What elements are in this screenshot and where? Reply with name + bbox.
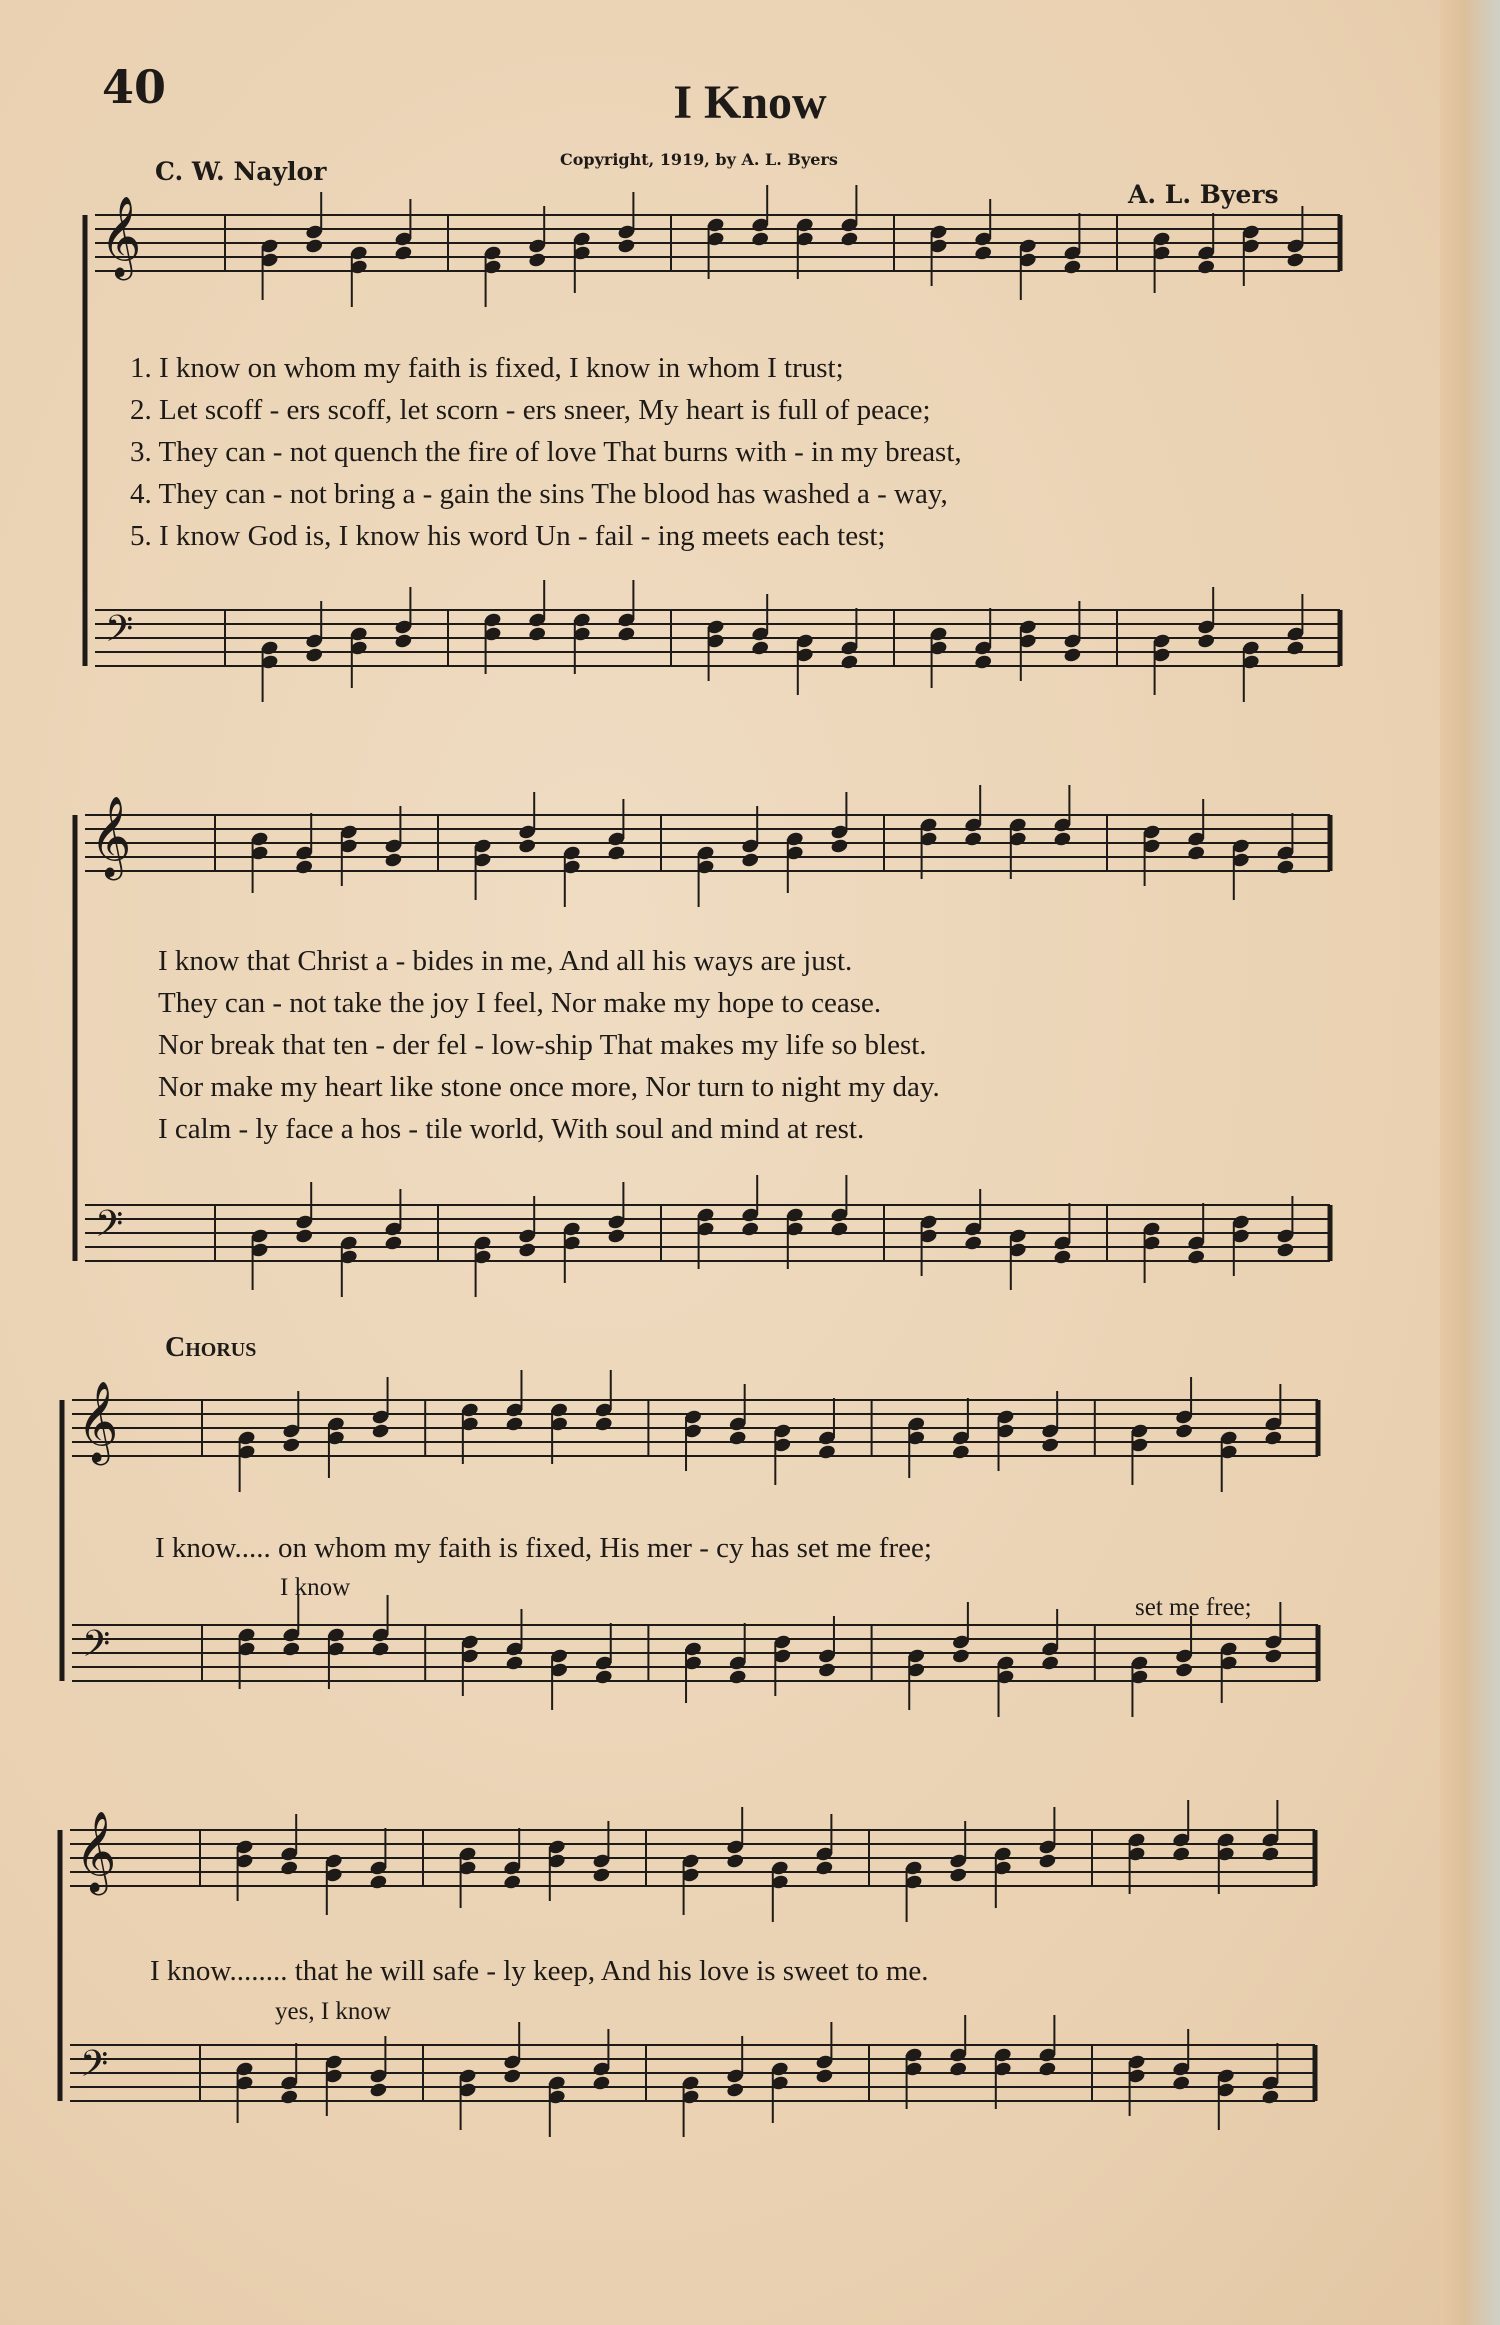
system-4-bass-note [1038,2061,1057,2078]
system-3-treble-note [817,1444,836,1461]
system-4-treble-note [726,1853,745,1870]
system-3-treble-note [728,1430,747,1447]
system-2-bass-note [1276,1242,1295,1259]
system-1-treble-note [394,245,413,262]
system-3-bass-note [594,1669,613,1686]
system-2-bass-note [1187,1249,1206,1266]
system-3-bass-note [505,1655,524,1672]
system-1-bass-note [840,654,859,671]
system-1-bass-note [528,626,547,643]
verse-4-line-b: Nor make my heart like stone once more, Nor turn to night my day. [158,1071,940,1103]
system-1-bass-note [394,633,413,650]
page-number: 40 [102,60,167,114]
system-1-treble-note [617,238,636,255]
system-3-treble-note [505,1416,524,1433]
system-3-treble-clef: 𝄞 [77,1380,119,1462]
copyright-notice: Copyright, 1919, by A. L. Byers [560,150,838,169]
system-1-bass-clef: 𝄢 [105,608,134,659]
system-3-treble-note [594,1416,613,1433]
system-1-treble-clef: 𝄞 [100,195,142,277]
system-1-bass-note [751,640,770,657]
system-3-bass-note [817,1662,836,1679]
system-3-treble-note [951,1444,970,1461]
chorus-lyric-2-alt: yes, I know [275,1998,391,2025]
system-4-bass-note [369,2082,388,2099]
system-1-treble-note [528,252,547,269]
system-4-bass-note [726,2082,745,2099]
system-1-bass-note [1197,633,1216,650]
system-3-bass-clef: 𝄢 [82,1623,111,1674]
system-2-treble-note [384,852,403,869]
verse-4-line-a: 4. They can - not bring a - gain the sins The blood has washed a - way, [130,478,948,510]
chorus-lyric-1: I know..... on whom my faith is fixed, His mer - cy has set me free; [155,1532,932,1564]
system-3-treble-note [282,1437,301,1454]
system-2-treble-note [295,859,314,876]
verse-5-line-b: I calm - ly face a hos - tile world, With soul and mind at rest. [158,1113,865,1145]
system-4-bass-note [815,2068,834,2085]
system-4-treble-note [369,1874,388,1891]
system-1-treble-note [305,238,324,255]
system-2-bass-note [1053,1249,1072,1266]
system-2-bass-clef: 𝄢 [95,1203,124,1254]
system-2-treble-note [741,852,760,869]
system-2-bass-note [741,1221,760,1238]
system-2-treble-note [518,838,537,855]
system-1-bass-note [974,654,993,671]
system-1-bass-note [1063,647,1082,664]
system-1-treble-note [1286,252,1305,269]
system-2-bass-note [518,1242,537,1259]
system-4-bass-note [503,2068,522,2085]
system-4-bass-note [1261,2089,1280,2106]
system-2-bass-note [607,1228,626,1245]
system-1-treble-note [1197,259,1216,276]
system-3-bass-note [1175,1662,1194,1679]
system-1-bass-note [305,647,324,664]
system-2-treble-note [830,838,849,855]
system-1-treble-note [751,231,770,248]
lyricist-credit: C. W. Naylor [155,157,327,186]
hymn-title: I Know [673,76,827,129]
system-4-treble-note [280,1860,299,1877]
system-4-treble-note [592,1867,611,1884]
system-4-treble-clef: 𝄞 [75,1810,117,1892]
chorus-lyric-2: I know........ that he will safe - ly keep, And his love is sweet to me. [150,1955,929,1987]
verse-1-line-a: 1. I know on whom my faith is fixed, I know in whom I trust; [130,352,844,384]
system-4-bass-clef: 𝄢 [80,2043,109,2094]
system-2-bass-note [295,1228,314,1245]
chorus-lyric-1-alt: I know [280,1574,351,1601]
system-4-treble-note [503,1874,522,1891]
system-3-treble-note [371,1423,390,1440]
chorus-lyric-1-echo: set me free; [1135,1594,1252,1621]
system-1-treble-note [974,245,993,262]
system-3-treble-note [1041,1437,1060,1454]
system-4-bass-note [592,2075,611,2092]
verse-1-line-b: I know that Christ a - bides in me, And all his ways are just. [158,945,853,977]
composer-credit: A. L. Byers [1128,180,1279,209]
system-3-treble-note [1175,1423,1194,1440]
system-3-bass-note [1041,1655,1060,1672]
system-2-treble-note [1187,845,1206,862]
system-3-treble-note [1264,1430,1283,1447]
system-2-bass-note [964,1235,983,1252]
verse-2-line-a: 2. Let scoff - ers scoff, let scorn - ers sneer, My heart is full of peace; [130,394,931,426]
system-2-bass-note [384,1235,403,1252]
system-2-bass-note [830,1221,849,1238]
system-4-treble-note [1261,1846,1280,1863]
system-3-bass-note [1264,1648,1283,1665]
verse-3-line-b: Nor break that ten - der fel - low-ship That makes my life so blest. [158,1029,927,1061]
system-4-bass-note [949,2061,968,2078]
system-2-treble-clef: 𝄞 [90,795,132,877]
system-4-treble-note [1038,1853,1057,1870]
system-4-bass-note [280,2089,299,2106]
system-3-bass-note [728,1669,747,1686]
system-1-bass-note [617,626,636,643]
system-2-treble-note [1053,831,1072,848]
system-3-bass-note [282,1641,301,1658]
system-4-treble-note [815,1860,834,1877]
system-4-treble-note [949,1867,968,1884]
system-4-bass-note [1172,2075,1191,2092]
system-3-bass-note [951,1648,970,1665]
verse-3-line-a: 3. They can - not quench the fire of love That burns with - in my breast, [130,436,962,468]
system-3-bass-note [371,1641,390,1658]
system-2-treble-note [607,845,626,862]
verse-2-line-b: They can - not take the joy I feel, Nor make my hope to cease. [158,987,882,1019]
system-4-treble-note [1172,1846,1191,1863]
system-2-treble-note [964,831,983,848]
system-1-treble-note [1063,259,1082,276]
verse-5-line-a: 5. I know God is, I know his word Un - fail - ing meets each test; [130,520,886,552]
system-1-bass-note [1286,640,1305,657]
system-2-treble-note [1276,859,1295,876]
chorus-label: Chorus [165,1332,257,1363]
system-1-treble-note [840,231,859,248]
